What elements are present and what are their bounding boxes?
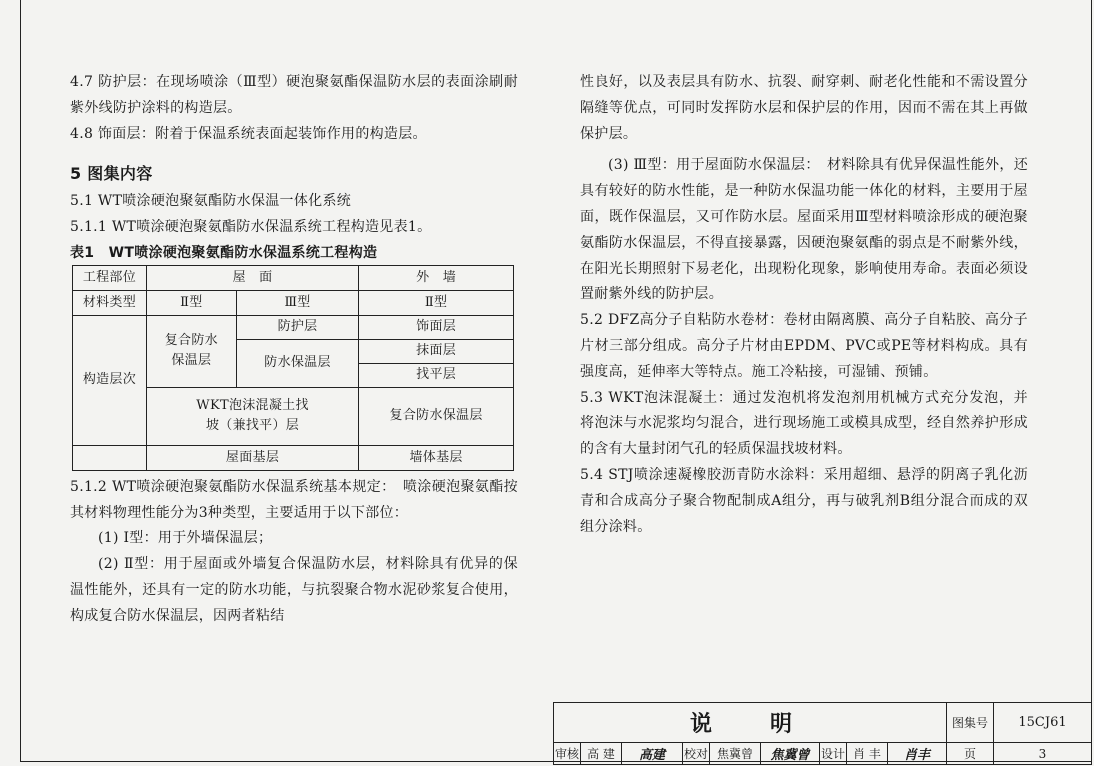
roof-type2: Ⅱ型: [146, 290, 236, 315]
left-column: [70, 70, 518, 630]
check-label: 校对: [683, 743, 710, 765]
drawing-title: 说 明: [554, 703, 947, 743]
waterproof-layer: 防水保温层: [236, 339, 358, 387]
reviewer-signature: 高建: [622, 743, 683, 765]
para-5-2: 5.2 DFZ高分子自粘防水卷材：卷材由隔离膜、高分子自粘胶、高分子片材三部分组成。高分子片材由EPDM、PVC或PE等材料构成。具有强度高，延伸率大等特点。施工冷粘接，可湿铺、预铺。: [580, 312, 1028, 380]
designer-name: 肖 丰: [847, 743, 888, 765]
finish-layer: 饰面层: [359, 315, 514, 339]
para-continued: 性良好，以及表层具有防水、抗裂、耐穿刺、耐老化性能和不需设置分隔缝等优点，可同时发挥防水层和保护层的作用，因而不需在其上再做保护层。: [580, 74, 1028, 142]
design-label: 设计: [820, 743, 847, 765]
checker-signature: 焦冀曾: [761, 743, 820, 765]
roof-type3: Ⅲ型: [236, 290, 358, 315]
right-column: [580, 70, 1028, 540]
title-block: [553, 702, 1092, 765]
construction-table: [72, 265, 514, 471]
para-5-4: 5.4 STJ喷涂速凝橡胶沥青防水涂料：采用超细、悬浮的阴离子乳化沥青和合成高分子聚合物配制成A组分，再与破乳剂B组分混合而成的双组分涂料。: [580, 466, 1028, 535]
checker-name: 焦冀曾: [710, 743, 761, 765]
para-type-3: (3) Ⅲ型：用于屋面防水保温层： 材料除具有优异保温性能外，还具有较好的防水性能，是一种防水保温功能一体化的材料，主要用于屋面，既作保温层，又可作防水层。屋面采用Ⅲ型材料喷涂形成的硬泡聚氨酯防水保温层，不得直接暴露，因硬泡聚氨酯的弱点是不耐紫外线，在阳光长期照射下易老化，出现粉化现象，影响使用寿命。表面必须设置耐紫外线的防护层。: [580, 157, 1028, 303]
para-5-1-2: 5.1.2 WT喷涂硬泡聚氨酯防水保温系统基本规定： 喷涂硬泡聚氨酯按其材料物理性能分为3种类型，主要适用于以下部位：: [70, 478, 518, 521]
roof-base: 屋面基层: [146, 445, 358, 470]
reviewer-name: 高 建: [581, 743, 622, 765]
wall-type2: Ⅱ型: [359, 290, 514, 315]
protect-layer: 防护层: [236, 315, 358, 339]
page-label: 页: [947, 743, 994, 765]
atlas-label: 图集号: [947, 703, 994, 743]
th-material: 材料类型: [73, 290, 147, 315]
para-5-3: 5.3 WKT泡沫混凝土：通过发泡机将发泡剂用机械方式充分发泡，并将泡沫与水泥浆均匀混合，进行现场施工或模具成型，经自然养护形成的含有大量封闭气孔的轻质保温找坡材料。: [580, 389, 1028, 458]
para-type-1: (1) Ⅰ型：用于外墙保温层；: [98, 530, 273, 547]
th-roof: 屋 面: [146, 265, 358, 290]
wall-composite-layer: 复合防水保温层: [359, 387, 514, 445]
level-layer: 找平层: [359, 363, 514, 387]
composite-layer: 复合防水保温层: [146, 315, 236, 387]
para-5-1-1: 5.1.1 WT喷涂硬泡聚氨酯防水保温系统工程构造见表1。: [70, 218, 432, 235]
wall-base: 墙体基层: [359, 445, 514, 470]
section-5-heading: 5 图集内容: [70, 164, 153, 184]
para-4-8: 4.8 饰面层：附着于保温系统表面起装饰作用的构造层。: [70, 125, 427, 142]
atlas-number: 15CJ61: [994, 703, 1092, 743]
designer-signature: 肖丰: [888, 743, 947, 765]
foam-concrete-layer: WKT泡沫混凝土找坡（兼找平）层: [146, 387, 358, 445]
table-1-title: 表1 WT喷涂硬泡聚氨酯防水保温系统工程构造: [70, 244, 378, 261]
para-4-7: 4.7 防护层：在现场喷涂（Ⅲ型）硬泡聚氨酯保温防水层的表面涂刷耐紫外线防护涂料的构造层。: [70, 74, 518, 116]
review-label: 审核: [554, 743, 581, 765]
page-number: 3: [994, 743, 1092, 765]
th-wall: 外 墙: [359, 265, 514, 290]
para-type-2: (2) Ⅱ型：用于屋面或外墙复合保温防水层，材料除具有优异的保温性能外，还具有一定的防水功能，与抗裂聚合物水泥砂浆复合使用，构成复合防水保温层，因两者粘结: [70, 556, 518, 624]
plaster-layer: 抹面层: [359, 339, 514, 363]
th-part: 工程部位: [73, 265, 147, 290]
para-5-1: 5.1 WT喷涂硬泡聚氨酯防水保温一体化系统: [70, 193, 352, 210]
layers-label: 构造层次: [73, 315, 147, 445]
